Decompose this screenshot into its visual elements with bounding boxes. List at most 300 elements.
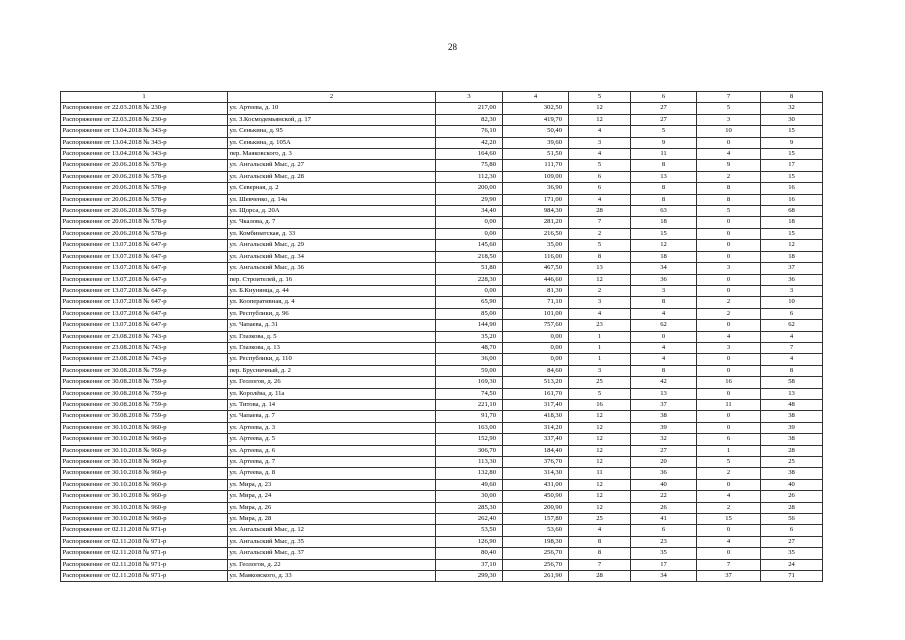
count-cell: 0 [697, 525, 761, 536]
count-cell: 12 [569, 103, 631, 114]
value-cell: 101,00 [503, 308, 569, 319]
count-cell: 23 [569, 320, 631, 331]
total-cell: 27 [761, 536, 823, 547]
value-cell: 164,60 [436, 149, 503, 160]
count-cell: 34 [631, 571, 697, 582]
document-cell: Распоряжение от 13.04.2018 № 343-р [61, 149, 228, 160]
count-cell: 4 [569, 525, 631, 536]
address-cell: ул. Мира, д. 23 [228, 479, 436, 490]
count-cell: 12 [569, 479, 631, 490]
address-cell: ул. Комбинатская, д. 33 [228, 228, 436, 239]
table-row [61, 137, 823, 148]
count-cell: 12 [631, 240, 697, 251]
count-cell: 38 [631, 411, 697, 422]
count-cell: 63 [631, 206, 697, 217]
document-cell: Распоряжение от 30.08.2018 № 759-р [61, 365, 228, 376]
value-cell: 317,40 [503, 399, 569, 410]
count-cell: 5 [697, 103, 761, 114]
count-cell: 36 [631, 468, 697, 479]
value-cell: 0,00 [436, 217, 503, 228]
address-cell: ул. Щорса, д. 20А [228, 206, 436, 217]
count-cell: 5 [569, 160, 631, 171]
table-row [61, 399, 823, 410]
count-cell: 4 [697, 536, 761, 547]
address-cell: ул. Ангальский Мыс, д. 27 [228, 160, 436, 171]
table-row [61, 160, 823, 171]
count-cell: 4 [631, 342, 697, 353]
count-cell: 12 [569, 434, 631, 445]
address-cell: ул. Глазкова, д. 13 [228, 342, 436, 353]
column-header: 5 [569, 92, 631, 103]
count-cell: 5 [569, 240, 631, 251]
count-cell: 2 [697, 171, 761, 182]
address-cell: ул. Чапаева, д. 31 [228, 320, 436, 331]
count-cell: 1 [697, 445, 761, 456]
count-cell: 7 [569, 559, 631, 570]
total-cell: 71 [761, 571, 823, 582]
count-cell: 4 [697, 331, 761, 342]
value-cell: 74,50 [436, 388, 503, 399]
count-cell: 4 [569, 126, 631, 137]
address-cell: ул. Республики, д. 96 [228, 308, 436, 319]
total-cell: 3 [761, 285, 823, 296]
address-cell: ул. Артеева, д. 8 [228, 468, 436, 479]
document-cell: Распоряжение от 20.06.2018 № 578-р [61, 171, 228, 182]
value-cell: 337,40 [503, 434, 569, 445]
document-cell: Распоряжение от 13.07.2018 № 647-р [61, 285, 228, 296]
address-cell: ул. Глазкова, д. 5 [228, 331, 436, 342]
document-cell: Распоряжение от 30.08.2018 № 759-р [61, 377, 228, 388]
count-cell: 1 [569, 331, 631, 342]
total-cell: 37 [761, 263, 823, 274]
count-cell: 15 [697, 514, 761, 525]
value-cell: 109,00 [503, 171, 569, 182]
value-cell: 50,40 [503, 126, 569, 137]
value-cell: 200,00 [436, 183, 503, 194]
total-cell: 28 [761, 445, 823, 456]
document-cell: Распоряжение от 30.08.2018 № 759-р [61, 388, 228, 399]
document-cell: Распоряжение от 13.07.2018 № 647-р [61, 263, 228, 274]
count-cell: 8 [631, 194, 697, 205]
count-cell: 0 [697, 285, 761, 296]
count-cell: 18 [631, 251, 697, 262]
total-cell: 24 [761, 559, 823, 570]
column-header: 7 [697, 92, 761, 103]
count-cell: 25 [569, 377, 631, 388]
total-cell: 16 [761, 183, 823, 194]
address-cell: ул. Артеева, д. 7 [228, 457, 436, 468]
value-cell: 36,90 [503, 183, 569, 194]
page-number: 28 [448, 42, 457, 52]
address-cell: ул. Ангальский Мыс, д. 28 [228, 171, 436, 182]
value-cell: 0,00 [436, 228, 503, 239]
count-cell: 37 [697, 571, 761, 582]
count-cell: 35 [631, 548, 697, 559]
address-cell: ул. Артеева, д. 5 [228, 434, 436, 445]
value-cell: 116,00 [503, 251, 569, 262]
count-cell: 11 [631, 149, 697, 160]
count-cell: 2 [569, 285, 631, 296]
document-cell: Распоряжение от 20.06.2018 № 578-р [61, 160, 228, 171]
address-cell: ул. Маяковского, д. 33 [228, 571, 436, 582]
table-row [61, 377, 823, 388]
count-cell: 17 [631, 559, 697, 570]
value-cell: 76,10 [436, 126, 503, 137]
count-cell: 7 [569, 217, 631, 228]
total-cell: 17 [761, 160, 823, 171]
count-cell: 12 [569, 491, 631, 502]
count-cell: 16 [697, 377, 761, 388]
table-row [61, 514, 823, 525]
value-cell: 184,40 [503, 445, 569, 456]
count-cell: 27 [631, 445, 697, 456]
document-cell: Распоряжение от 30.08.2018 № 759-р [61, 411, 228, 422]
value-cell: 82,30 [436, 114, 503, 125]
count-cell: 0 [697, 411, 761, 422]
document-cell: Распоряжение от 20.06.2018 № 578-р [61, 183, 228, 194]
count-cell: 13 [631, 388, 697, 399]
total-cell: 35 [761, 548, 823, 559]
total-cell: 16 [761, 194, 823, 205]
count-cell: 13 [631, 171, 697, 182]
value-cell: 221,10 [436, 399, 503, 410]
count-cell: 12 [569, 457, 631, 468]
count-cell: 62 [631, 320, 697, 331]
address-cell: ул. Чапаева, д. 7 [228, 411, 436, 422]
value-cell: 218,50 [436, 251, 503, 262]
count-cell: 9 [631, 137, 697, 148]
total-cell: 40 [761, 479, 823, 490]
total-cell: 26 [761, 491, 823, 502]
value-cell: 157,80 [503, 514, 569, 525]
count-cell: 3 [697, 342, 761, 353]
count-cell: 15 [631, 228, 697, 239]
document-cell: Распоряжение от 13.07.2018 № 647-р [61, 320, 228, 331]
total-cell: 36 [761, 274, 823, 285]
document-cell: Распоряжение от 20.06.2018 № 578-р [61, 206, 228, 217]
count-cell: 8 [631, 365, 697, 376]
total-cell: 56 [761, 514, 823, 525]
value-cell: 513,20 [503, 377, 569, 388]
count-cell: 8 [569, 548, 631, 559]
count-cell: 18 [631, 217, 697, 228]
count-cell: 37 [631, 399, 697, 410]
total-cell: 6 [761, 308, 823, 319]
address-cell: ул. Ангальский Мыс, д. 12 [228, 525, 436, 536]
count-cell: 2 [569, 228, 631, 239]
address-cell: ул. Геологов, д. 26 [228, 377, 436, 388]
total-cell: 48 [761, 399, 823, 410]
document-cell: Распоряжение от 20.06.2018 № 578-р [61, 194, 228, 205]
document-cell: Распоряжение от 13.07.2018 № 647-р [61, 297, 228, 308]
value-cell: 450,90 [503, 491, 569, 502]
total-cell: 10 [761, 297, 823, 308]
count-cell: 20 [631, 457, 697, 468]
count-cell: 8 [631, 297, 697, 308]
total-cell: 7 [761, 342, 823, 353]
document-cell: Распоряжение от 23.08.2018 № 743-р [61, 342, 228, 353]
table-row [61, 571, 823, 582]
table-row [61, 388, 823, 399]
total-cell: 13 [761, 388, 823, 399]
value-cell: 256,70 [503, 559, 569, 570]
address-cell: ул. Мира, д. 28 [228, 514, 436, 525]
count-cell: 11 [697, 399, 761, 410]
count-cell: 3 [697, 114, 761, 125]
document-cell: Распоряжение от 30.10.2018 № 960-р [61, 468, 228, 479]
value-cell: 49,60 [436, 479, 503, 490]
table-row [61, 285, 823, 296]
total-cell: 15 [761, 126, 823, 137]
value-cell: 0,00 [436, 285, 503, 296]
value-cell: 53,50 [436, 525, 503, 536]
count-cell: 0 [697, 548, 761, 559]
table-row [61, 206, 823, 217]
count-cell: 4 [631, 354, 697, 365]
count-cell: 8 [569, 536, 631, 547]
address-cell: ул. Артеева, д. 10 [228, 103, 436, 114]
count-cell: 1 [569, 354, 631, 365]
count-cell: 0 [631, 331, 697, 342]
value-cell: 281,20 [503, 217, 569, 228]
count-cell: 22 [631, 491, 697, 502]
count-cell: 39 [631, 422, 697, 433]
document-cell: Распоряжение от 13.04.2018 № 343-р [61, 126, 228, 137]
address-cell: ул. Титова, д. 14 [228, 399, 436, 410]
total-cell: 39 [761, 422, 823, 433]
value-cell: 299,30 [436, 571, 503, 582]
total-cell: 28 [761, 502, 823, 513]
value-cell: 59,00 [436, 365, 503, 376]
address-cell: ул. Королёва, д. 11а [228, 388, 436, 399]
value-cell: 113,30 [436, 457, 503, 468]
document-cell: Распоряжение от 13.07.2018 № 647-р [61, 240, 228, 251]
count-cell: 16 [569, 399, 631, 410]
value-cell: 65,90 [436, 297, 503, 308]
total-cell: 15 [761, 171, 823, 182]
count-cell: 5 [697, 206, 761, 217]
value-cell: 171,00 [503, 194, 569, 205]
document-cell: Распоряжение от 13.04.2018 № 343-р [61, 137, 228, 148]
value-cell: 112,30 [436, 171, 503, 182]
value-cell: 81,30 [503, 285, 569, 296]
table-row [61, 149, 823, 160]
count-cell: 8 [631, 183, 697, 194]
table-row [61, 445, 823, 456]
document-cell: Распоряжение от 23.08.2018 № 743-р [61, 354, 228, 365]
address-cell: ул. Сенькина, д. 105А [228, 137, 436, 148]
table-row [61, 274, 823, 285]
document-cell: Распоряжение от 30.10.2018 № 960-р [61, 514, 228, 525]
count-cell: 8 [697, 183, 761, 194]
address-cell: ул. З.Космодемьянской, д. 17 [228, 114, 436, 125]
table-row [61, 525, 823, 536]
count-cell: 0 [697, 320, 761, 331]
count-cell: 3 [569, 365, 631, 376]
count-cell: 10 [697, 126, 761, 137]
address-cell: ул. Геологов, д. 22 [228, 559, 436, 570]
value-cell: 376,70 [503, 457, 569, 468]
value-cell: 228,30 [436, 274, 503, 285]
count-cell: 23 [631, 536, 697, 547]
address-cell: ул. Шевченко, д. 14а [228, 194, 436, 205]
document-cell: Распоряжение от 30.10.2018 № 960-р [61, 457, 228, 468]
address-cell: ул. Чкалова, д. 7 [228, 217, 436, 228]
count-cell: 9 [697, 160, 761, 171]
count-cell: 0 [697, 388, 761, 399]
column-header: 6 [631, 92, 697, 103]
count-cell: 0 [697, 274, 761, 285]
table-row [61, 114, 823, 125]
document-cell: Распоряжение от 13.07.2018 № 647-р [61, 274, 228, 285]
table-row [61, 354, 823, 365]
value-cell: 302,50 [503, 103, 569, 114]
address-cell: ул. Ангальский Мыс, д. 35 [228, 536, 436, 547]
document-cell: Распоряжение от 02.11.2018 № 971-р [61, 525, 228, 536]
count-cell: 0 [697, 217, 761, 228]
document-cell: Распоряжение от 02.11.2018 № 971-р [61, 559, 228, 570]
document-cell: Распоряжение от 30.10.2018 № 960-р [61, 434, 228, 445]
total-cell: 4 [761, 354, 823, 365]
count-cell: 0 [697, 365, 761, 376]
document-cell: Распоряжение от 30.10.2018 № 960-р [61, 491, 228, 502]
count-cell: 0 [697, 354, 761, 365]
address-cell: ул. Ангальский Мыс, д. 37 [228, 548, 436, 559]
value-cell: 216,50 [503, 228, 569, 239]
total-cell: 68 [761, 206, 823, 217]
count-cell: 0 [697, 240, 761, 251]
total-cell: 32 [761, 103, 823, 114]
count-cell: 8 [697, 194, 761, 205]
total-cell: 18 [761, 251, 823, 262]
count-cell: 1 [569, 342, 631, 353]
address-cell: пер. Строителей, д. 16 [228, 274, 436, 285]
value-cell: 29,90 [436, 194, 503, 205]
count-cell: 8 [631, 160, 697, 171]
value-cell: 261,90 [503, 571, 569, 582]
count-cell: 2 [697, 468, 761, 479]
address-cell: пер. Брусничный, д. 2 [228, 365, 436, 376]
value-cell: 419,70 [503, 114, 569, 125]
count-cell: 3 [569, 137, 631, 148]
document-cell: Распоряжение от 02.11.2018 № 971-р [61, 548, 228, 559]
total-cell: 58 [761, 377, 823, 388]
address-cell: ул. Северная, д. 2 [228, 183, 436, 194]
value-cell: 285,30 [436, 502, 503, 513]
value-cell: 80,40 [436, 548, 503, 559]
column-header: 1 [61, 92, 228, 103]
value-cell: 161,70 [503, 388, 569, 399]
count-cell: 28 [569, 206, 631, 217]
count-cell: 5 [697, 457, 761, 468]
total-cell: 12 [761, 240, 823, 251]
count-cell: 36 [631, 274, 697, 285]
column-header: 3 [436, 92, 503, 103]
value-cell: 200,90 [503, 502, 569, 513]
value-cell: 48,70 [436, 342, 503, 353]
data-table [60, 91, 823, 582]
count-cell: 4 [631, 308, 697, 319]
column-header: 8 [761, 92, 823, 103]
count-cell: 12 [569, 274, 631, 285]
value-cell: 0,00 [503, 354, 569, 365]
count-cell: 4 [697, 491, 761, 502]
count-cell: 2 [697, 502, 761, 513]
value-cell: 984,30 [503, 206, 569, 217]
address-cell: ул. Мира, д. 24 [228, 491, 436, 502]
value-cell: 152,90 [436, 434, 503, 445]
value-cell: 37,10 [436, 559, 503, 570]
value-cell: 85,00 [436, 308, 503, 319]
document-cell: Распоряжение от 30.10.2018 № 960-р [61, 502, 228, 513]
table-row [61, 297, 823, 308]
document-cell: Распоряжение от 30.08.2018 № 759-р [61, 399, 228, 410]
table-row [61, 183, 823, 194]
total-cell: 4 [761, 331, 823, 342]
table-row [61, 342, 823, 353]
value-cell: 36,00 [436, 354, 503, 365]
value-cell: 446,60 [503, 274, 569, 285]
count-cell: 5 [631, 126, 697, 137]
table-row [61, 194, 823, 205]
table-row [61, 468, 823, 479]
document-cell: Распоряжение от 20.06.2018 № 578-р [61, 228, 228, 239]
document-cell: Распоряжение от 22.03.2018 № 230-р [61, 103, 228, 114]
count-cell: 0 [697, 228, 761, 239]
table-row [61, 103, 823, 114]
count-cell: 42 [631, 377, 697, 388]
total-cell: 38 [761, 434, 823, 445]
count-cell: 0 [697, 137, 761, 148]
address-cell: ул. Б.Кнунянца, д. 44 [228, 285, 436, 296]
address-cell: ул. Артеева, д. 6 [228, 445, 436, 456]
table-row [61, 263, 823, 274]
document-cell: Распоряжение от 30.10.2018 № 960-р [61, 445, 228, 456]
count-cell: 34 [631, 263, 697, 274]
value-cell: 111,70 [503, 160, 569, 171]
value-cell: 757,60 [503, 320, 569, 331]
count-cell: 7 [697, 559, 761, 570]
value-cell: 306,70 [436, 445, 503, 456]
value-cell: 0,00 [503, 331, 569, 342]
count-cell: 27 [631, 114, 697, 125]
total-cell: 15 [761, 149, 823, 160]
value-cell: 51,80 [436, 263, 503, 274]
count-cell: 12 [569, 422, 631, 433]
count-cell: 11 [569, 468, 631, 479]
address-cell: ул. Мира, д. 26 [228, 502, 436, 513]
table-row [61, 559, 823, 570]
table-row [61, 434, 823, 445]
total-cell: 38 [761, 411, 823, 422]
value-cell: 35,20 [436, 331, 503, 342]
value-cell: 84,60 [503, 365, 569, 376]
count-cell: 4 [569, 308, 631, 319]
count-cell: 12 [569, 114, 631, 125]
value-cell: 39,60 [503, 137, 569, 148]
total-cell: 38 [761, 468, 823, 479]
table-header-row [61, 92, 823, 103]
value-cell: 34,40 [436, 206, 503, 217]
table-row [61, 457, 823, 468]
value-cell: 35,00 [503, 240, 569, 251]
value-cell: 91,70 [436, 411, 503, 422]
count-cell: 4 [569, 149, 631, 160]
count-cell: 2 [697, 308, 761, 319]
count-cell: 32 [631, 434, 697, 445]
value-cell: 467,50 [503, 263, 569, 274]
count-cell: 6 [631, 525, 697, 536]
